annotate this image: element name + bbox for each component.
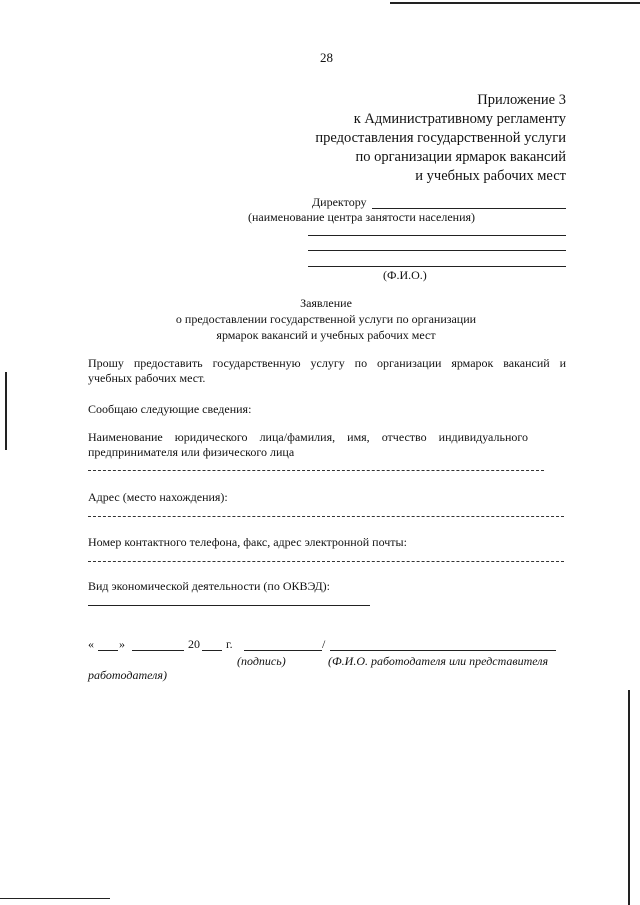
- center-caption: (наименование центра занятости населения): [248, 210, 476, 224]
- director-name-line[interactable]: [372, 208, 566, 209]
- scan-artifact: [628, 690, 630, 905]
- applicant-line-1[interactable]: [308, 235, 566, 236]
- director-label: Директору: [312, 195, 367, 209]
- year-suffix: г.: [226, 637, 233, 651]
- document-subtitle-2: ярмарок вакансий и учебных рабочих мест: [216, 328, 436, 342]
- year-prefix: 20: [188, 637, 200, 651]
- applicant-line-2[interactable]: [308, 250, 566, 251]
- document-title: Заявление: [300, 296, 352, 310]
- appendix-line-1: Приложение 3: [477, 92, 566, 108]
- inform-label: Сообщаю следующие сведения:: [88, 402, 252, 416]
- request-line-2: учебных рабочих мест.: [88, 371, 206, 385]
- contacts-field[interactable]: [88, 561, 564, 562]
- month-field[interactable]: [132, 650, 184, 651]
- appendix-line-4: по организации ярмарок вакансий: [355, 149, 566, 165]
- signature-slash: /: [322, 637, 326, 651]
- request-line-1: Прошу предоставить государственную услугу по организации ярмарок вакансий и: [88, 356, 566, 370]
- org-name-label-1: Наименование юридического лица/фамилия, имя, отчество индивидуального: [88, 430, 528, 444]
- date-open-quote: «: [88, 637, 94, 651]
- signer-caption: (Ф.И.О. работодателя или представителя: [328, 654, 549, 668]
- scan-artifact: [5, 372, 7, 450]
- signer-caption-cont: работодателя): [88, 668, 167, 682]
- address-field[interactable]: [88, 516, 564, 517]
- org-name-label-2: предпринимателя или физического лица: [88, 445, 295, 459]
- okved-label: Вид экономической деятельности (по ОКВЭД):: [88, 579, 330, 593]
- contacts-label: Номер контактного телефона, факс, адрес электронной почты:: [88, 535, 407, 549]
- page-number: 28: [320, 50, 333, 65]
- appendix-line-2: к Административному регламенту: [353, 111, 566, 127]
- okved-field[interactable]: [88, 605, 370, 606]
- year-field[interactable]: [202, 650, 222, 651]
- appendix-line-3: предоставления государственной услуги: [315, 130, 566, 146]
- org-name-field[interactable]: [88, 470, 544, 471]
- scan-artifact: [0, 898, 110, 899]
- address-label: Адрес (место нахождения):: [88, 490, 228, 504]
- applicant-line-3[interactable]: [308, 266, 566, 267]
- appendix-line-5: и учебных рабочих мест: [415, 168, 566, 184]
- fio-caption: (Ф.И.О.): [383, 268, 427, 282]
- sign-caption: (подпись): [237, 654, 286, 668]
- scan-artifact: [390, 2, 640, 4]
- signature-field[interactable]: [244, 650, 322, 651]
- signer-name-field[interactable]: [330, 650, 556, 651]
- date-close-quote: »: [119, 637, 125, 651]
- document-subtitle-1: о предоставлении государственной услуги по организации: [175, 312, 477, 326]
- day-field[interactable]: [98, 650, 118, 651]
